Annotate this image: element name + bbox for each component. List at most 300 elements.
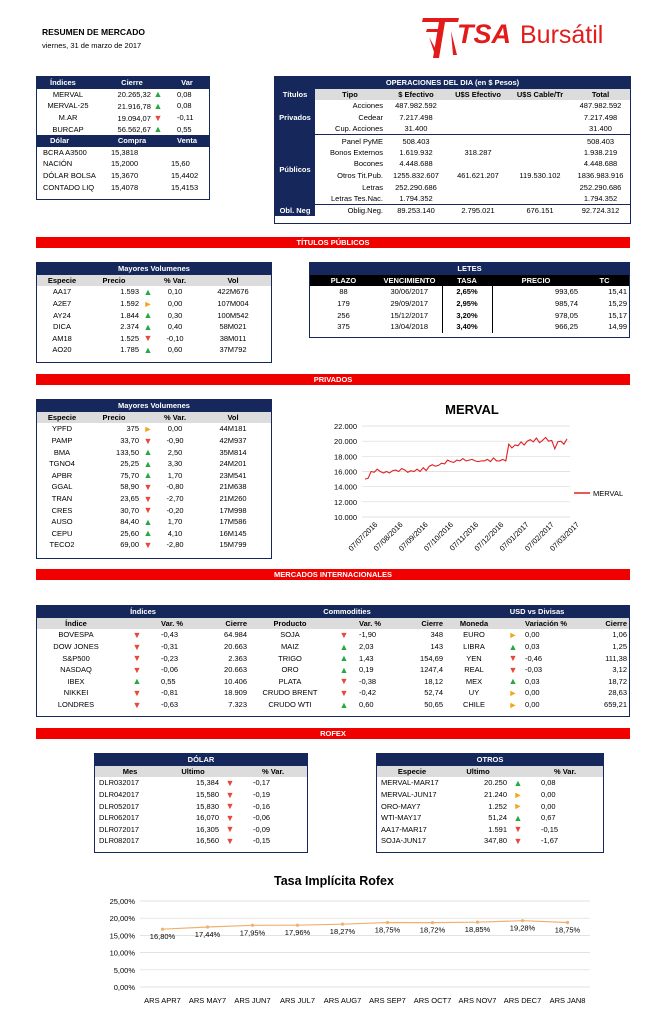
data-label: 19,28% (509, 923, 536, 933)
down-arrow-icon: ▼ (513, 835, 523, 846)
vol-row (37, 286, 271, 298)
vol-row (37, 309, 271, 321)
vol-row (37, 333, 271, 345)
col-var: Var (165, 77, 209, 89)
col-vol: Vol (195, 412, 271, 424)
indice-cierre: 7.323 (228, 700, 247, 710)
precio: 978,05 (555, 310, 578, 320)
y-tick-label: 25,00% (109, 897, 135, 906)
vol: 38M011 (219, 333, 247, 343)
precio: 1.592 (120, 299, 139, 309)
producto-var: 0,60 (359, 700, 374, 710)
indices-row (37, 123, 209, 135)
ops-cell: Oblig.Neg. (347, 206, 383, 216)
especie: BMA (53, 447, 71, 457)
up-arrow-icon: ▲ (339, 653, 349, 664)
col-variacion: Variación % (525, 618, 568, 628)
col-tc: TC (580, 275, 629, 287)
producto-var: -0,42 (359, 688, 377, 698)
indices-panel (36, 76, 210, 200)
letes-row (310, 298, 629, 310)
ops-cell: 487.982.592 (395, 101, 437, 111)
rofex-row (95, 812, 307, 824)
ops-cell (447, 112, 509, 124)
operaciones-row (275, 181, 630, 193)
rofex-row (377, 812, 603, 824)
y-tick-label: 20.000 (334, 437, 357, 447)
data-point (341, 923, 344, 926)
ultimo: 16,305 (196, 824, 219, 834)
ops-cell: Bonos Externos (330, 147, 383, 157)
indice-var: -0,23 (161, 653, 179, 663)
col-precio: PRECIO (492, 275, 580, 287)
var: 2,50 (167, 447, 183, 457)
var: -0,10 (166, 333, 184, 343)
down-arrow-icon: ▼ (508, 664, 518, 675)
especie: CEPU (51, 528, 73, 538)
rofex-row (377, 789, 603, 801)
down-arrow-icon: ▼ (143, 333, 153, 344)
x-tick-label: 07/10/2016 (422, 520, 456, 553)
indice-var: -0,81 (161, 688, 179, 698)
x-tick-label: 07/12/2016 (472, 520, 506, 553)
data-label: 18,27% (329, 927, 356, 937)
up-arrow-icon: ▲ (339, 664, 349, 675)
down-arrow-icon: ▼ (513, 824, 523, 835)
precio: 133,50 (116, 447, 139, 457)
indice-cierre: 2.363 (228, 653, 247, 663)
dolar-compra: 15,2000 (111, 159, 139, 169)
eq-arrow-icon: ► (143, 298, 153, 309)
legend-label: MERVAL (593, 489, 624, 498)
moneda: YEN (466, 653, 482, 663)
producto-var: -0,38 (359, 676, 377, 686)
var: 0,08 (541, 778, 556, 788)
col-vencimiento: VENCIMIENTO (377, 275, 442, 287)
x-tick-label: 07/02/2017 (522, 520, 556, 553)
rofex-row (377, 800, 603, 812)
ops-cell (447, 158, 509, 170)
col-plazo: PLAZO (310, 275, 377, 287)
title-text: RESUMEN DE MERCADO (42, 27, 145, 37)
dolar-compra: 15,3818 (111, 147, 139, 157)
ops-cell: 1.794.352 (399, 193, 433, 203)
vol-row (37, 298, 271, 310)
precio: 33,70 (120, 436, 139, 446)
ops-cell: 487.982.592 (579, 101, 622, 111)
tc: 15,29 (608, 299, 627, 309)
precio: 993,65 (555, 287, 578, 297)
ops-cell (509, 147, 571, 159)
vencimiento: 13/04/2018 (390, 322, 429, 332)
eq-arrow-icon: ► (508, 629, 518, 640)
index-var: 0,08 (177, 89, 192, 99)
operaciones-title: OPERACIONES DEL DIA (en $ Pesos) (275, 77, 630, 89)
vol-row (37, 493, 271, 505)
up-arrow-icon: ▲ (339, 699, 349, 710)
operaciones-row (275, 100, 630, 112)
eq-arrow-icon: ► (513, 801, 523, 812)
producto-var: 2,03 (359, 642, 374, 652)
data-label: 18,75% (374, 925, 401, 935)
down-arrow-icon: ▼ (143, 539, 153, 550)
producto: TRIGO (278, 653, 302, 663)
index-name: BURCAP (52, 124, 84, 134)
up-arrow-icon: ▲ (153, 100, 163, 111)
especie: AUSO (51, 517, 73, 527)
tsa-logo (417, 15, 627, 60)
tasa: 3,40% (442, 321, 492, 333)
section-privados: PRIVADOS (36, 374, 630, 385)
rofex-row (95, 824, 307, 836)
var: -0,09 (253, 824, 271, 834)
ultimo: 347,80 (484, 836, 507, 846)
privados-vol-title: Mayores Volumenes (37, 400, 271, 412)
ops-cell (509, 158, 571, 170)
down-arrow-icon: ▼ (143, 493, 153, 504)
up-arrow-icon: ▲ (513, 812, 523, 823)
vol-row (37, 423, 271, 435)
vol: 17M998 (219, 505, 247, 515)
var: -1,67 (541, 836, 559, 846)
ops-cell: Acciones (352, 101, 383, 111)
precio: 1.844 (120, 310, 139, 320)
y-tick-label: 14.000 (334, 482, 357, 492)
indice-var: -0,63 (161, 700, 179, 710)
dolar-name: BCRA A3500 (43, 147, 87, 157)
ops-cell: 1836.983.916 (577, 171, 624, 181)
x-tick-label: ARS SEP7 (369, 996, 406, 1005)
col-var: % Var. (155, 275, 195, 287)
merval-chart (300, 396, 640, 562)
especie: APBR (51, 470, 73, 480)
data-point (386, 921, 389, 924)
x-tick-label: ARS JAN8 (549, 996, 586, 1005)
producto-cierre: 154,69 (420, 653, 443, 663)
vol-row (37, 539, 271, 551)
precio: 25,60 (120, 528, 139, 538)
vol: 16M145 (219, 528, 247, 538)
section-internacionales: MERCADOS INTERNACIONALES (36, 569, 630, 580)
ops-cell: Cedear (358, 113, 383, 123)
down-arrow-icon: ▼ (132, 699, 142, 710)
dolar-compra: 15,4078 (111, 182, 139, 192)
vol-row (37, 481, 271, 493)
precio: 25,25 (120, 459, 139, 469)
plazo: 375 (337, 322, 350, 332)
ultimo: 21.240 (484, 790, 507, 800)
down-arrow-icon: ▼ (132, 629, 142, 640)
moneda-cierre: 659,21 (604, 700, 627, 710)
vol: 21M260 (219, 494, 247, 504)
y-tick-label: 12.000 (334, 497, 357, 507)
producto-var: 0,19 (359, 665, 374, 675)
col-vol: Vol (195, 275, 271, 287)
var: -2,70 (166, 494, 184, 504)
moneda-var: 0,00 (525, 688, 540, 698)
date-text: viernes, 31 de marzo de 2017 (42, 41, 142, 50)
vol: 42M937 (219, 436, 247, 446)
operaciones-row (275, 147, 630, 159)
ops-cell: 676.151 (526, 206, 554, 216)
producto-cierre: 143 (430, 642, 443, 652)
ops-cell (447, 181, 509, 193)
precio: 1.785 (120, 345, 139, 355)
vol: 422M676 (217, 287, 249, 297)
operaciones-row (275, 123, 630, 135)
operaciones-row (275, 158, 630, 170)
col-cierre-producto: Cierre (391, 618, 445, 630)
up-arrow-icon: ▲ (513, 777, 523, 788)
section-rofex: ROFEX (36, 728, 630, 739)
letes-row (310, 321, 629, 333)
indice: BOVESPA (58, 630, 94, 640)
col-tasa: TASA (442, 275, 492, 287)
mes: WTI-MAY17 (381, 813, 422, 823)
eq-arrow-icon: ► (143, 423, 153, 434)
mes: DLR062017 (99, 813, 140, 823)
var: 4,10 (167, 528, 183, 538)
moneda-var: 0,00 (525, 630, 540, 640)
logo-text-bursatil: Bursátil (520, 21, 604, 49)
moneda: CHILE (462, 700, 486, 710)
data-label: 18,72% (419, 925, 446, 935)
up-arrow-icon: ▲ (508, 676, 518, 687)
moneda: LIBRA (463, 642, 485, 652)
index-value-cell (99, 100, 165, 112)
vencimiento: 29/09/2017 (390, 299, 429, 309)
especie: CRES (51, 505, 73, 515)
operaciones-row (275, 112, 630, 124)
plazo: 256 (337, 310, 350, 320)
dolar-venta: 15,4153 (171, 182, 199, 192)
group-label: Privados (275, 100, 315, 135)
col-titulos: Títulos (275, 89, 315, 101)
rofex-row (377, 824, 603, 836)
data-label: 16,80% (149, 932, 176, 942)
down-arrow-icon: ▼ (225, 835, 235, 846)
index-name: MERVAL-25 (47, 101, 89, 111)
index-value: 56.562,67 (117, 125, 151, 135)
down-arrow-icon: ▼ (143, 505, 153, 516)
ops-cell: 31.400 (589, 124, 612, 134)
y-tick-label: 10,00% (109, 948, 135, 958)
moneda: MEX (465, 676, 483, 686)
var: -0,15 (541, 824, 559, 834)
producto-cierre: 50,65 (424, 700, 443, 710)
var: -0,80 (166, 482, 184, 492)
vol: 58M021 (219, 322, 247, 332)
ops-cell: Letras (362, 182, 383, 192)
col-dolar: Dólar (37, 135, 99, 147)
dolar-row (37, 181, 209, 193)
col-mes: Mes (95, 766, 165, 778)
vol-row (37, 528, 271, 540)
col-producto: Producto (249, 618, 331, 630)
vol: 24M201 (219, 459, 247, 469)
col-total: Total (571, 89, 630, 101)
vol: 15M799 (219, 540, 247, 550)
var: 0,00 (541, 801, 556, 811)
x-tick-label: ARS JUL7 (279, 996, 316, 1005)
col-ultimo: Ultimo (165, 766, 221, 778)
x-tick-label: 07/03/2017 (548, 520, 582, 553)
report-title (42, 27, 145, 50)
up-arrow-icon: ▲ (143, 447, 153, 458)
y-tick-label: 22.000 (334, 422, 357, 431)
var: 0,30 (167, 310, 183, 320)
tasa: 3,20% (442, 309, 492, 321)
indice-cierre: 64.984 (224, 630, 247, 640)
down-arrow-icon: ▼ (225, 801, 235, 812)
rofex-dolar-title: DÓLAR (95, 754, 307, 766)
up-arrow-icon: ▲ (143, 470, 153, 481)
var: -0,15 (253, 836, 271, 846)
moneda-var: 0,03 (525, 676, 540, 686)
x-tick-label: 07/08/2016 (371, 520, 405, 553)
eq-arrow-icon: ► (508, 687, 518, 698)
up-arrow-icon: ▲ (143, 344, 153, 355)
dolar-venta (165, 147, 209, 159)
mes: DLR082017 (99, 836, 140, 846)
indice-var: -0,06 (161, 665, 179, 675)
moneda-cierre: 111,38 (605, 653, 627, 663)
rofex-series-line (163, 921, 568, 930)
mes: DLR042017 (99, 790, 140, 800)
tasa: 2,95% (442, 298, 492, 310)
rofex-otros-title: OTROS (377, 754, 603, 766)
col-var: % Var. (239, 766, 307, 778)
up-arrow-icon: ▲ (508, 641, 518, 652)
var: 0,40 (167, 322, 183, 332)
var: 0,60 (167, 345, 183, 355)
precio: 69,00 (120, 540, 139, 550)
especie: GGAL (51, 482, 73, 492)
down-arrow-icon: ▼ (132, 687, 142, 698)
up-arrow-icon: ▲ (143, 528, 153, 539)
letes-row (310, 309, 629, 321)
data-point (161, 928, 164, 931)
privados-vol-panel (36, 399, 272, 559)
y-tick-label: 10.000 (334, 513, 357, 522)
vol-row (37, 321, 271, 333)
x-tick-label: ARS DEC7 (503, 996, 542, 1005)
intl-row (37, 664, 629, 676)
index-value-cell (99, 123, 165, 135)
ops-cell: 461.621.207 (457, 171, 499, 181)
y-tick-label: 20,00% (109, 914, 135, 924)
indice-cierre: 18.909 (224, 688, 247, 698)
index-var: -0,11 (177, 113, 194, 123)
index-value: 20.265,32 (117, 90, 151, 100)
precio: 966,25 (555, 322, 578, 332)
data-label: 17,44% (194, 930, 221, 940)
ultimo: 16,560 (196, 836, 219, 846)
x-tick-label: ARS MAY7 (188, 996, 227, 1005)
operaciones-row (275, 170, 630, 182)
down-arrow-icon: ▼ (143, 435, 153, 446)
vol-row (37, 458, 271, 470)
rofex-chart (100, 870, 600, 1020)
var: -0,90 (166, 436, 184, 446)
up-arrow-icon: ▲ (143, 458, 153, 469)
vol-row (37, 446, 271, 458)
especie: AM18 (52, 333, 72, 343)
index-var: 0,55 (177, 124, 192, 134)
y-tick-label: 0,00% (113, 983, 135, 992)
col-especie: Especie (377, 766, 447, 778)
down-arrow-icon: ▼ (339, 687, 349, 698)
ops-cell: 252.290.686 (395, 182, 437, 192)
ops-cell: 318.287 (464, 147, 492, 157)
moneda-var: 0,00 (525, 700, 540, 710)
precio: 1.593 (120, 287, 139, 297)
col-cierre: Cierre (99, 77, 165, 89)
tc: 14,99 (608, 322, 627, 332)
down-arrow-icon: ▼ (132, 664, 142, 675)
precio: 2.374 (120, 322, 139, 332)
index-name: M.AR (58, 113, 78, 123)
eq-arrow-icon: ► (508, 699, 518, 710)
down-arrow-icon: ▼ (132, 653, 142, 664)
dolar-name: CONTADO LIQ (43, 182, 95, 192)
down-arrow-icon: ▼ (225, 824, 235, 835)
indices-row (37, 100, 209, 112)
col-usd: U$S Efectivo (447, 89, 509, 101)
x-tick-label: ARS OCT7 (413, 996, 452, 1005)
col-cable: U$S Cable/Tr (509, 89, 571, 101)
vol: 107M004 (217, 299, 249, 309)
col-venta: Venta (165, 135, 209, 147)
vol: 35M814 (219, 447, 247, 457)
operaciones-row (275, 135, 630, 147)
ops-cell: Otros Tit.Pub. (337, 171, 383, 181)
mes: DLR072017 (99, 824, 140, 834)
col-cierre-indice: Cierre (187, 618, 249, 630)
ultimo: 1.591 (488, 824, 507, 834)
up-arrow-icon: ▲ (143, 516, 153, 527)
var: 1,70 (167, 470, 183, 480)
group-label: Obl. Neg (275, 205, 315, 217)
especie: AA17 (52, 287, 72, 297)
down-arrow-icon: ▼ (132, 641, 142, 652)
precio: 23,65 (120, 494, 139, 504)
letes-title: LETES (310, 263, 629, 275)
plazo: 88 (339, 287, 348, 297)
ops-cell: 252.290.686 (579, 182, 622, 192)
y-tick-label: 18.000 (334, 452, 357, 462)
rofex-row (95, 800, 307, 812)
ops-cell (509, 193, 571, 205)
especie: AY24 (53, 310, 71, 320)
intl-row (37, 687, 629, 699)
ops-cell: 4.448.688 (399, 159, 433, 169)
mes: DLR052017 (99, 801, 140, 811)
down-arrow-icon: ▼ (153, 112, 163, 123)
ultimo: 15,384 (196, 778, 219, 788)
group-indices: Índices (37, 606, 249, 618)
intl-row (37, 652, 629, 664)
ops-cell: 1.794.352 (583, 193, 618, 203)
dolar-header (37, 135, 209, 147)
moneda: REAL (464, 665, 484, 675)
logo-text-tsa: TSA (457, 19, 511, 49)
col-var-producto: Var. % (357, 618, 391, 630)
especie: YPFD (51, 424, 72, 434)
producto: CRUDO BRENT (262, 688, 318, 698)
indice-var: -0,43 (161, 630, 179, 640)
ops-cell: 2.795.021 (461, 206, 495, 216)
